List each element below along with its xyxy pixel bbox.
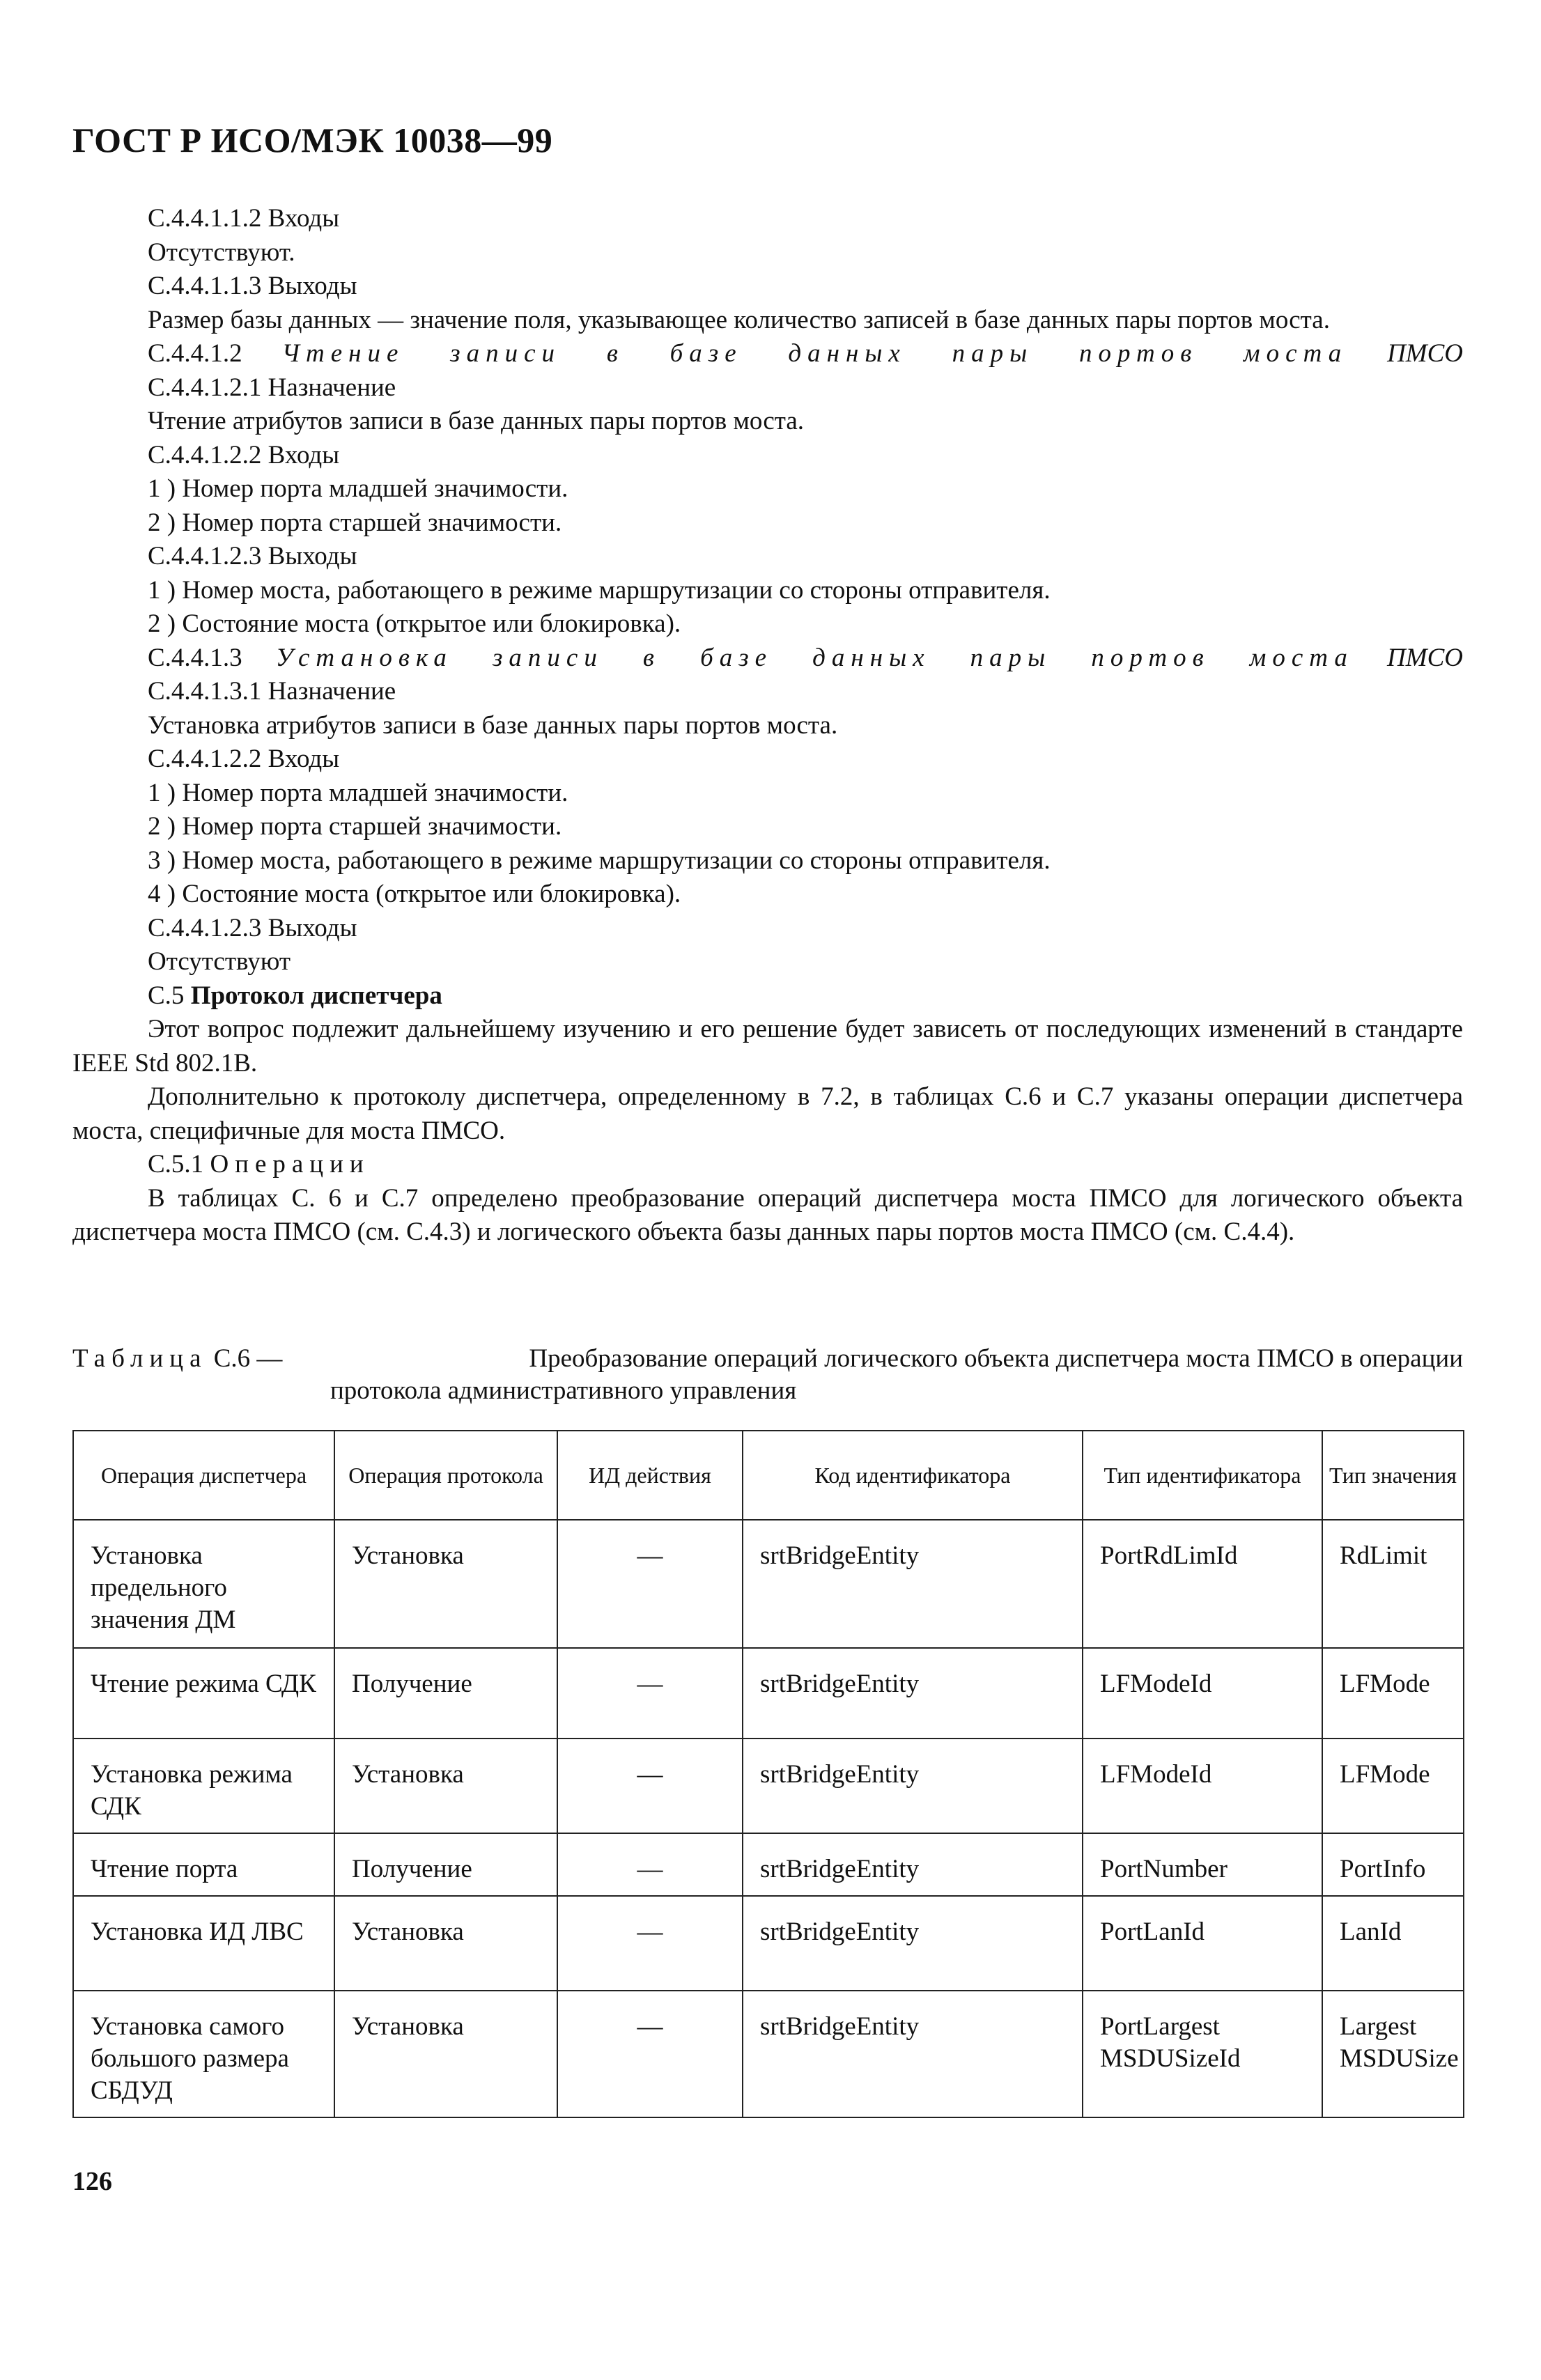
table-row [73,1991,1464,2117]
paragraph: Этот вопрос подлежит дальнейшему изучению и его решение будет зависеть от последующих изменений в стандарте IEEE Std 802.1B. [72,1015,1463,1078]
paragraph: Отсутствуют. [148,238,295,267]
list-item: 1 ) Номер порта младшей значимости. [148,474,568,503]
clause-abbr: ПМСО [1387,339,1464,368]
table-cell: Установка ИД ЛВС [73,1896,334,1991]
table-cell: Получение [334,1833,557,1896]
list-item: 4 ) Состояние моста (открытое или блокировка). [148,880,681,908]
table-row [73,1833,1464,1896]
table-caption-text: Преобразование операций логического объекта диспетчера моста ПМСО в операции [529,1344,1463,1373]
table-cell: PortLanId [1083,1896,1322,1991]
table-cell: Получение [334,1648,557,1739]
list-item: 1 ) Номер порта младшей значимости. [148,778,568,807]
table-row [73,1520,1464,1648]
clause-heading: С.4.4.1.1.3 Выходы [148,272,357,300]
list-item: 1 ) Номер моста, работающего в режиме маршрутизации со стороны отправителя. [148,575,1051,605]
subsection-number: С.5.1 [148,1150,204,1179]
clause-number: С.4.4.1.2 [148,339,242,368]
list-item: 2 ) Номер порта старшей значимости. [148,812,562,841]
table-caption [72,1343,1463,1407]
table-cell: Установка предельного значения ДМ [73,1520,334,1648]
table-cell: PortNumber [1083,1833,1322,1896]
table-cell: LFModeId [1083,1648,1322,1739]
table-cell: Установка режима СДК [73,1739,334,1833]
table-cell: srtBridgeEntity [743,1833,1083,1896]
column-header: Операция диспетчера [73,1431,334,1520]
table-cell: — [557,1991,743,2117]
table-cell: — [557,1739,743,1833]
table-cell: Установка [334,1520,557,1648]
table-caption-label: Таблица С.6 — [72,1344,283,1373]
clause-title: Установка записи в базе данных пары портов моста [275,643,1354,672]
table-row [73,1896,1464,1991]
table-cell: Установка самого большого размера СБДУД [73,1991,334,2117]
table-cell: Чтение режима СДК [73,1648,334,1739]
clause-heading-spaced [72,337,1463,371]
list-item: 2 ) Номер порта старшей значимости. [148,508,562,537]
clause-heading-spaced [72,641,1463,676]
table-cell: srtBridgeEntity [743,1896,1083,1991]
table-cell: Установка [334,1896,557,1991]
section-title: Протокол диспетчера [190,981,442,1010]
clause-heading: С.4.4.1.3.1 Назначение [148,677,396,706]
table-cell: LFModeId [1083,1739,1322,1833]
operations-table [72,1430,1464,2118]
clause-heading: С.4.4.1.1.2 Входы [148,204,340,233]
table-cell: LanId [1322,1896,1464,1991]
clause-heading: С.4.4.1.2.3 Выходы [148,913,357,942]
table-cell: Largest MSDUSize [1322,1991,1464,2117]
table-cell: Установка [334,1739,557,1833]
clause-heading: С.4.4.1.2.2 Входы [148,745,340,773]
section-number: С.5 [148,981,185,1010]
table-cell: srtBridgeEntity [743,1648,1083,1739]
paragraph: Размер базы данных — значение поля, указывающее количество записей в базе данных пары портов моста. [148,305,1330,334]
table-cell: RdLimit [1322,1520,1464,1648]
paragraph: В таблицах С. 6 и С.7 определено преобразование операций диспетчера моста ПМСО для логического объекта диспетчера моста ПМСО (см. С.4.3) и логического объекта базы данных пары портов моста ПМСО (см. С.4.4). [72,1183,1463,1246]
table-row [73,1648,1464,1739]
column-header: Код идентификатора [743,1431,1083,1520]
clause-title: Чтение записи в базе данных пары портов моста [281,339,1348,368]
table-caption-continuation: протокола административного управления [330,1376,797,1405]
paragraph: Установка атрибутов записи в базе данных пары портов моста. [148,710,838,740]
paragraph: Отсутствуют [148,947,291,976]
table-cell: LFMode [1322,1739,1464,1833]
column-header: Тип значения [1322,1431,1464,1520]
column-header: Тип идентификатора [1083,1431,1322,1520]
table-cell: PortLargest MSDUSizeId [1083,1991,1322,2117]
subsection-title: Операции [210,1150,370,1179]
table-cell: Чтение порта [73,1833,334,1896]
table-cell: — [557,1648,743,1739]
table-cell: — [557,1833,743,1896]
clause-number: С.4.4.1.3 [148,643,242,672]
table-caption-line [72,1343,1463,1375]
column-header: ИД действия [557,1431,743,1520]
table-cell: LFMode [1322,1648,1464,1739]
table-cell: — [557,1896,743,1991]
list-item: 3 ) Номер моста, работающего в режиме маршрутизации со стороны отправителя. [148,846,1051,875]
clause-heading: С.4.4.1.2.3 Выходы [148,542,357,570]
document-header: ГОСТ Р ИСО/МЭК 10038—99 [72,120,553,160]
table-cell: srtBridgeEntity [743,1739,1083,1833]
table-cell: srtBridgeEntity [743,1520,1083,1648]
paragraph: Дополнительно к протоколу диспетчера, определенному в 7.2, в таблицах С.6 и С.7 указаны операции диспетчера моста, специфичные для моста ПМСО. [72,1082,1463,1145]
table-cell: PortInfo [1322,1833,1464,1896]
table-row [73,1739,1464,1833]
paragraph: Чтение атрибутов записи в базе данных пары портов моста. [148,407,805,435]
table-header-row [73,1431,1464,1520]
page-number: 126 [72,2167,112,2196]
subsection-heading [72,1148,1463,1182]
clause-heading: С.4.4.1.2.2 Входы [148,440,340,469]
table-cell: Установка [334,1991,557,2117]
table-cell: PortRdLimId [1083,1520,1322,1648]
column-header: Операция протокола [334,1431,557,1520]
clause-heading: С.4.4.1.2.1 Назначение [148,373,396,402]
clause-abbr: ПМСО [1387,643,1463,672]
section-heading [72,979,1463,1013]
table-cell: srtBridgeEntity [743,1991,1083,2117]
table-cell: — [557,1520,743,1648]
document-body [72,202,1463,1250]
list-item: 2 ) Состояние моста (открытое или блокировка). [148,609,681,638]
